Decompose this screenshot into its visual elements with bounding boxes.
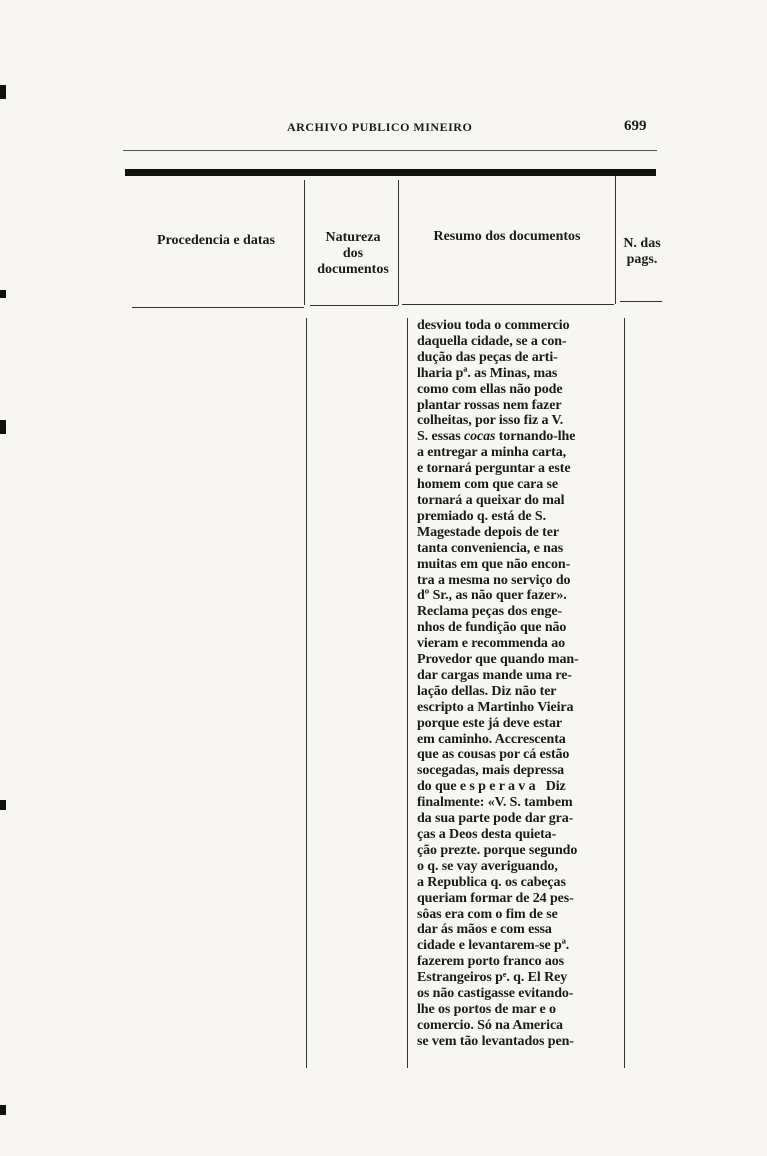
resumo-line: queriam formar de 24 pes-	[417, 890, 574, 906]
resumo-text	[417, 318, 621, 1050]
resumo-line: Provedor que quando man-	[417, 652, 579, 668]
resumo-line: cidade e levantarem-se pª.	[417, 938, 570, 954]
resumo-line: Magestade depois de ter	[417, 524, 559, 540]
header-bottom-rule	[132, 307, 304, 308]
running-title: ARCHIVO PUBLICO MINEIRO	[287, 120, 473, 134]
resumo-line: nhos de fundição que não	[417, 620, 567, 636]
header-bottom-rule	[620, 301, 662, 302]
resumo-line: lhe os portos de mar e o	[417, 1001, 556, 1017]
resumo-line: ças a Deos desta quieta-	[417, 827, 557, 842]
resumo-line: escripto a Martinho Vieira	[417, 699, 574, 715]
resumo-line: dar cargas mande uma re-	[417, 667, 572, 683]
column-header-pags: N. das pags.	[623, 236, 661, 267]
resumo-line: lação dellas. Diz não ter	[417, 683, 557, 699]
resumo-line: do que e s p e r a v a Diz	[417, 779, 566, 795]
resumo-line: finalmente: «V. S. tambem	[417, 795, 573, 811]
column-header-procedencia: Procedencia e datas	[157, 233, 275, 248]
resumo-line: plantar rossas nem fazer	[417, 397, 562, 413]
resumo-line: Estrangeiros pᵉ. q. El Rey	[417, 970, 568, 986]
resumo-line: homem com que cara se	[417, 477, 558, 493]
resumo-line: dar ás mãos e com essa	[417, 922, 552, 938]
resumo-line: Reclama peças dos enge-	[417, 604, 563, 620]
column-divider	[306, 318, 307, 1068]
resumo-line: comercio. Só na America	[417, 1017, 563, 1033]
column-divider	[407, 318, 408, 1068]
table-top-rule	[125, 169, 656, 176]
scan-edge-mark	[0, 420, 6, 434]
resumo-line: ção prezte. porque segundo	[417, 842, 578, 858]
column-header-natureza: Natureza dos documentos	[317, 230, 389, 277]
resumo-line: da sua parte pode dar gra-	[417, 811, 574, 827]
resumo-line: em caminho. Accrescenta	[417, 731, 566, 747]
resumo-line: dução das peças de arti-	[417, 349, 558, 365]
column-header-resumo: Resumo dos documentos	[433, 229, 581, 244]
header-bottom-rule	[310, 305, 398, 306]
resumo-line: fazerem porto franco aos	[417, 954, 565, 970]
resumo-line: a Republica q. os cabeças	[417, 874, 566, 890]
scan-edge-mark	[0, 290, 6, 298]
column-divider	[304, 180, 305, 305]
resumo-line: dº Sr., as não quer fazer».	[417, 588, 567, 604]
resumo-line: a entregar a minha carta,	[417, 445, 567, 461]
scan-edge-mark	[0, 1105, 6, 1115]
resumo-line: daquella cidade, se a con-	[417, 333, 567, 349]
resumo-line: socegadas, mais depressa	[417, 763, 565, 779]
resumo-line: S. essas cocas tornando-lhe	[417, 429, 576, 445]
resumo-line: se vem tão levantados pen-	[417, 1033, 574, 1049]
resumo-line: premiado q. está de S.	[417, 508, 546, 524]
resumo-line: e tornará perguntar a este	[417, 461, 571, 477]
resumo-line: tanta conveniencia, e nas	[417, 540, 564, 556]
resumo-line: colheitas, por isso fiz a V.	[417, 413, 564, 429]
resumo-line: os não castigasse evitando-	[417, 986, 574, 1002]
resumo-line: porque este já deve estar	[417, 715, 562, 731]
resumo-line: o q. se vay averiguando,	[417, 858, 558, 874]
resumo-line: sôas era com o fim de se	[417, 906, 558, 922]
header-rule	[123, 150, 657, 151]
resumo-line: lharia pª. as Minas, mas	[417, 365, 558, 381]
resumo-line: muitas em que não encon-	[417, 556, 571, 572]
resumo-line: tra a mesma no serviço do	[417, 572, 571, 588]
resumo-line: como com ellas não pode	[417, 381, 563, 397]
resumo-line: que as cousas por cá estão	[417, 747, 570, 763]
column-divider	[624, 318, 625, 1068]
resumo-line: tornará a queixar do mal	[417, 492, 565, 508]
resumo-line: desviou toda o commercio	[417, 318, 570, 333]
header-bottom-rule	[402, 304, 614, 305]
scan-edge-mark	[0, 800, 6, 810]
resumo-line: vieram e recommenda ao	[417, 636, 565, 652]
column-divider	[615, 176, 616, 304]
scan-edge-mark	[0, 85, 6, 99]
page-number: 699	[624, 118, 647, 134]
